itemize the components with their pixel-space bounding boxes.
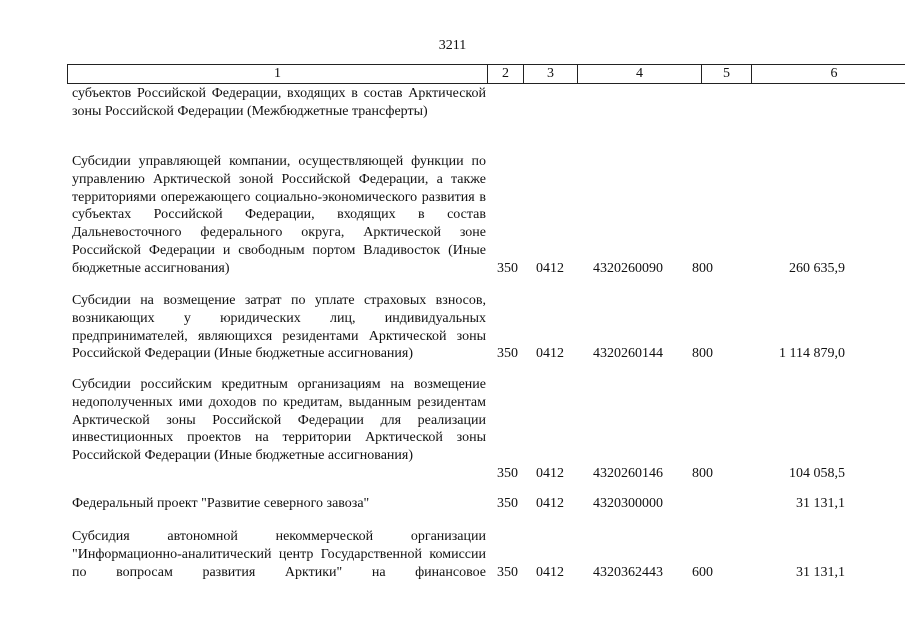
row-column-5: 800 [692, 260, 713, 276]
table-header [67, 64, 905, 84]
row-column-3: 0412 [536, 466, 564, 481]
row-column-6: 104 058,5 [789, 466, 845, 481]
row-column-4: 4320260144 [593, 346, 663, 362]
row-description: Субсидии управляющей компании, осуществляющей функции по управлению Арктической зоной Российской Федерации, а также территориями опережающего социально-экономического развития в субъектах Российской Федерации, входящих в состав Дальневосточного федерального округа, Арктической зоне Российской Федерации и свободным портом Владивосток (Иные бюджетные ассигнования) [72, 154, 486, 276]
row-column-2: 350 [497, 346, 518, 362]
page-number: 3211 [438, 38, 467, 53]
row-column-6: 31 131,1 [796, 564, 845, 580]
column-header-6: 6 [830, 66, 838, 81]
column-header-5: 5 [702, 65, 752, 83]
column-header-2: 2 [488, 65, 524, 83]
row-description: Федеральный проект "Развитие северного завоза" [72, 496, 370, 511]
row-description: Субсидия автономной некоммерческой организации "Информационно-аналитический центр Государственной комиссии по вопросам развития Арктики" на финансовое [72, 529, 486, 580]
row-column-6: 260 635,9 [789, 260, 845, 276]
row-column-5: 600 [692, 564, 713, 580]
row-description: Субсидии российским кредитным организациям на возмещение недополученных ими доходов по кредитам, выданным резидентам Арктической зоны Российской Федерации для реализации инвестиционных проектов на территории Арктической зоны Российской Федерации (Иные бюджетные ассигнования) [72, 377, 486, 464]
row-column-6: 31 131,1 [796, 496, 845, 511]
row-column-3: 0412 [536, 564, 564, 580]
row-column-2: 350 [497, 260, 518, 276]
row-column-6: 1 114 879,0 [779, 346, 845, 362]
row-column-4: 4320300000 [593, 496, 663, 511]
column-header-4: 4 [578, 65, 702, 83]
row-column-4: 4320362443 [593, 564, 663, 580]
row-column-3: 0412 [536, 496, 564, 511]
row-column-3: 0412 [536, 260, 564, 276]
row-column-2: 350 [497, 496, 518, 511]
row-column-2: 350 [497, 564, 518, 580]
row-column-5: 800 [692, 466, 713, 481]
column-header-1: 1 [68, 65, 488, 83]
row-column-4: 4320260090 [593, 260, 663, 276]
row-column-2: 350 [497, 466, 518, 481]
column-header-3: 3 [524, 65, 578, 83]
row-description: субъектов Российской Федерации, входящих в состав Арктической зоны Российской Федерации (Межбюджетные трансферты) [72, 86, 486, 119]
row-column-3: 0412 [536, 346, 564, 362]
row-column-4: 4320260146 [593, 466, 663, 481]
row-description: Субсидии на возмещение затрат по уплате страховых взносов, возникающих у юридических лиц, индивидуальных предпринимателей, являющихся резидентами Арктической зоны Российской Федерации (Иные бюджетные ассигнования) [72, 293, 486, 362]
row-column-5: 800 [692, 346, 713, 362]
